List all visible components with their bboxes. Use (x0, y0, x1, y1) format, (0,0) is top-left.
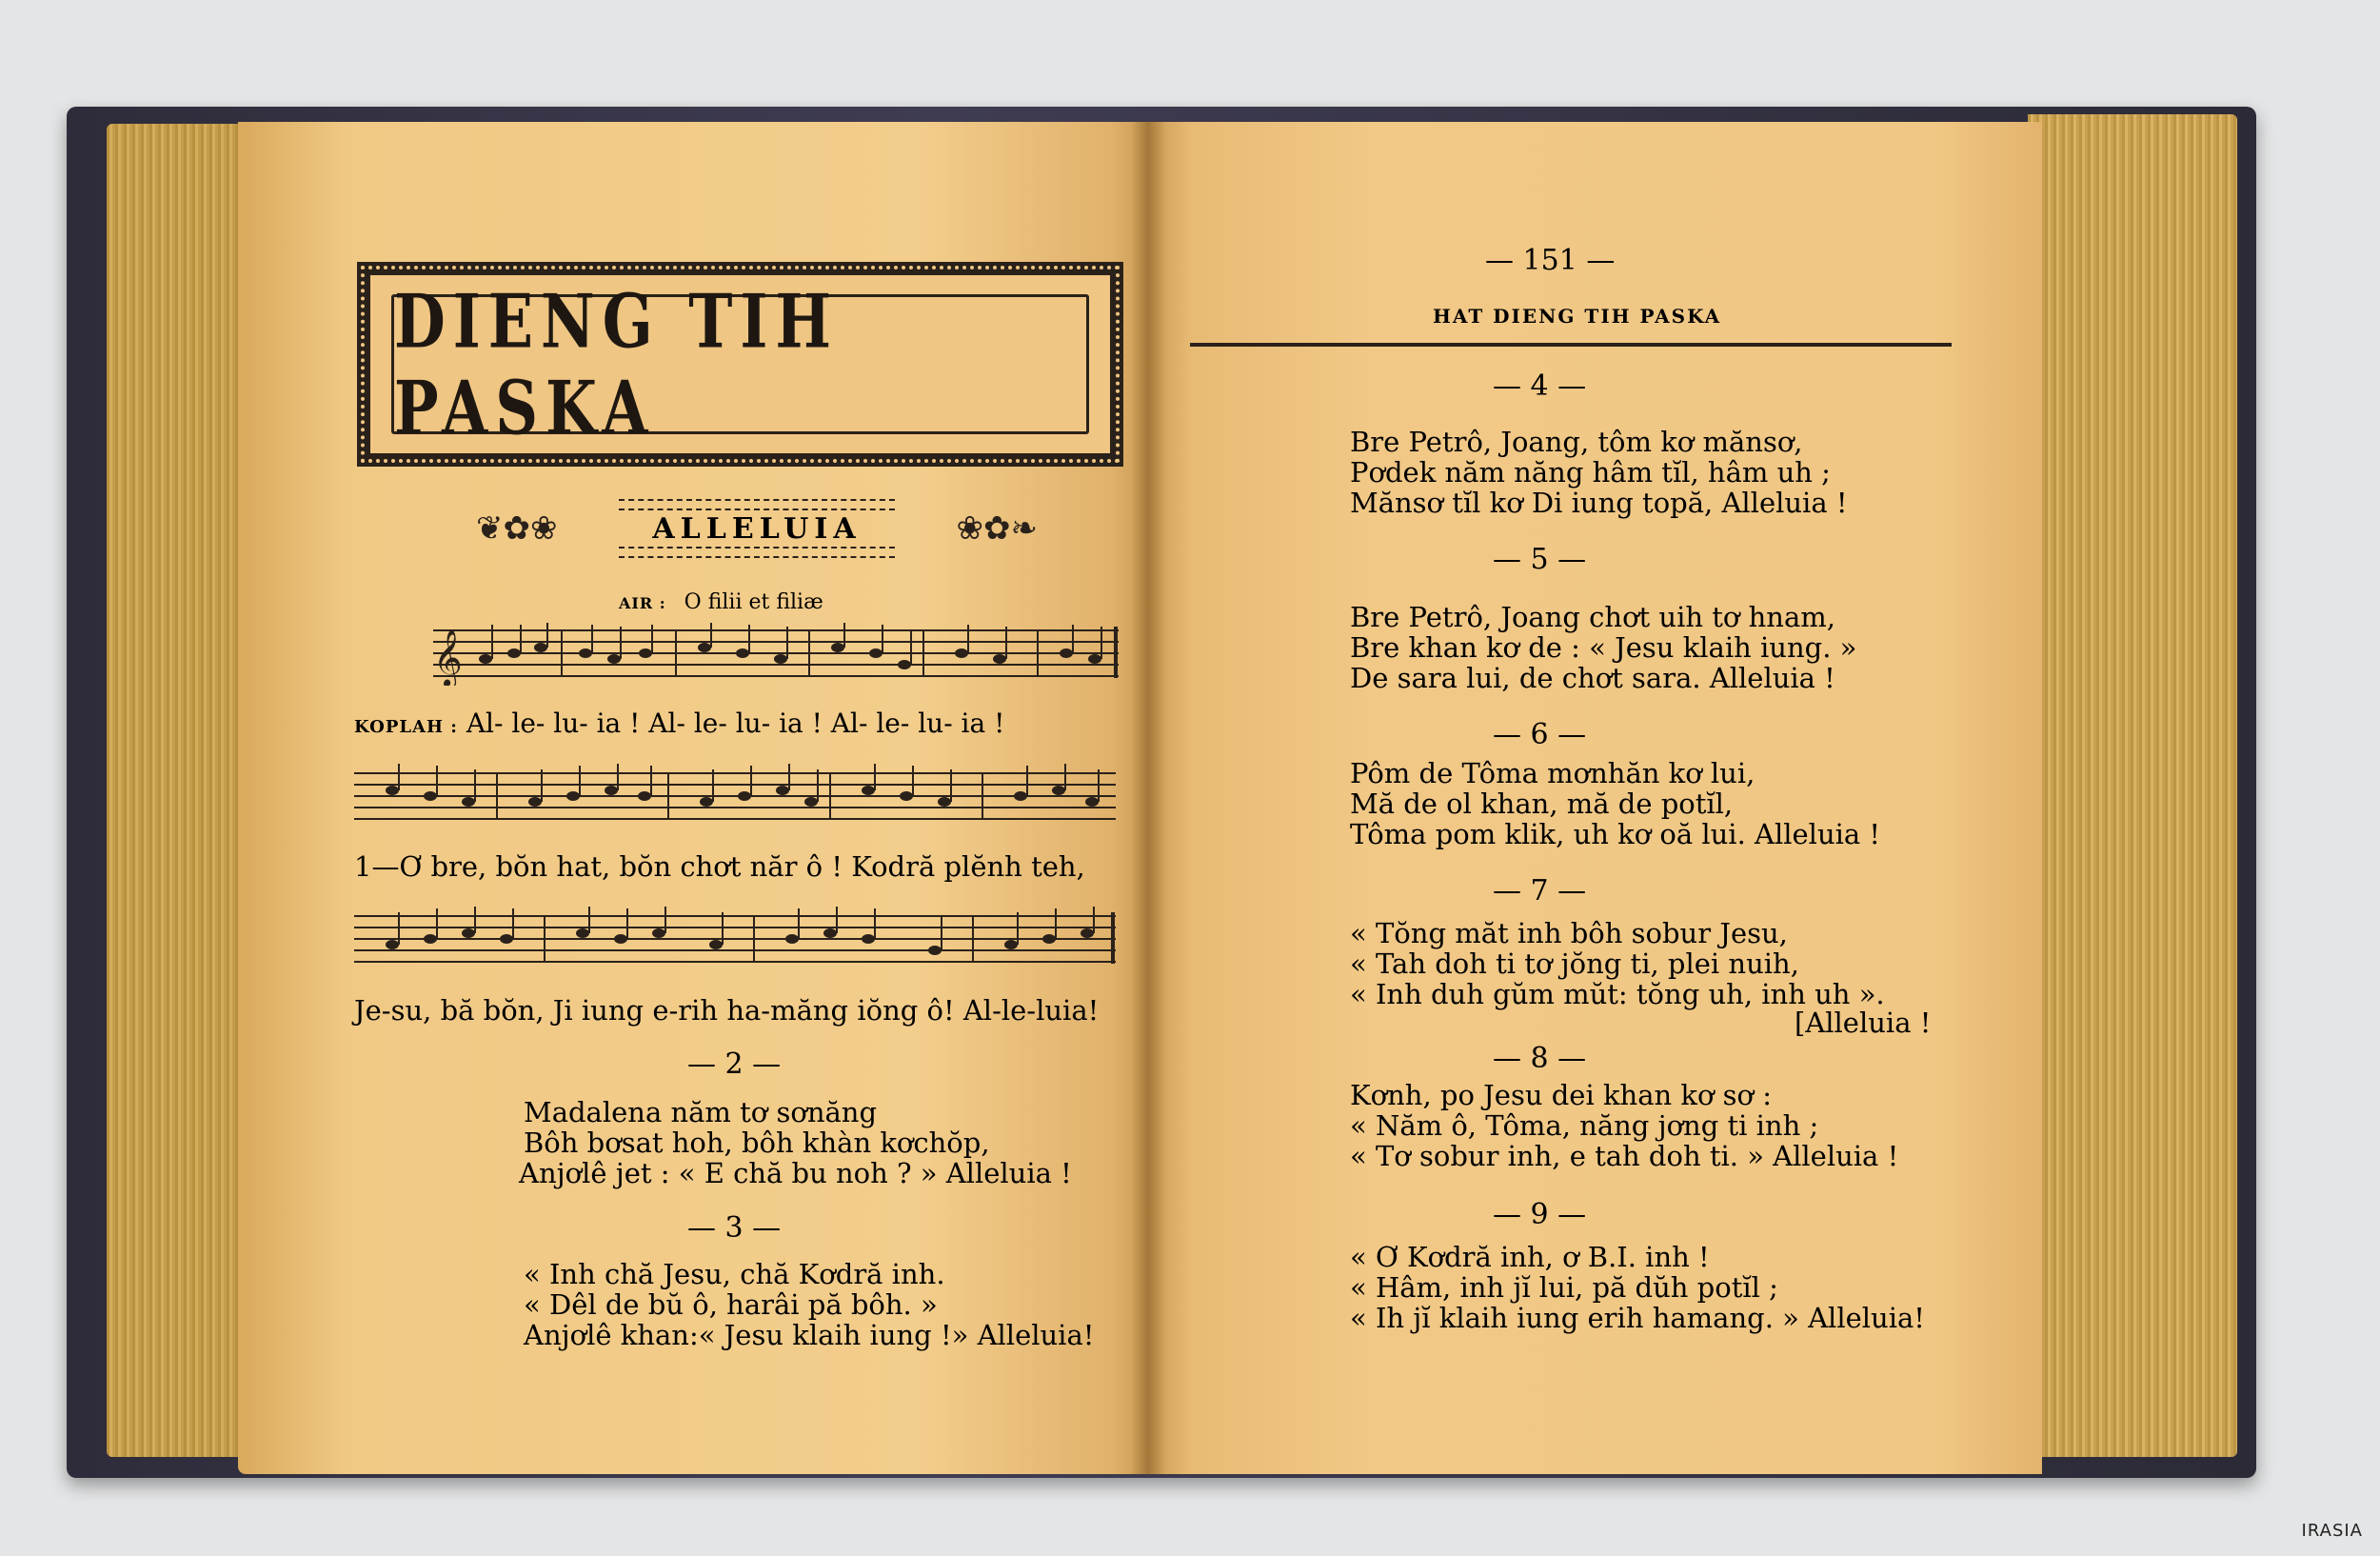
stanza-4-number: — 4 — (1493, 369, 1587, 403)
stanza-5-number: — 5 — (1493, 543, 1587, 576)
page-edges-left (107, 124, 249, 1457)
stanza-3-line-1: « Inh chă Jesu, chă Kơdră inh. (524, 1258, 945, 1290)
air-line (619, 590, 823, 614)
stanza-7-line-2: « Tah doh ti tơ jŏng ti, plei nuih, (1350, 948, 1799, 980)
stanza-8-number: — 8 — (1493, 1042, 1587, 1075)
stanza-9-line-3: « Ih jĭ klaih iung erih hamang. » Alleluia! (1350, 1302, 1925, 1334)
subtitle: ALLELUIA (643, 512, 870, 546)
refrain-text: Al- le- lu- ia ! Al- le- lu- ia ! Al- le- lu- ia ! (466, 708, 1005, 739)
stanza-9-number: — 9 — (1493, 1198, 1587, 1231)
music-staff-2 (354, 762, 1121, 828)
stanza-7-line-1: « Tŏng măt inh bôh sobur Jesu, (1350, 917, 1788, 949)
stanza-2-line-2: Bôh bơsat hoh, bôh khàn kơchŏp, (524, 1127, 990, 1159)
stanza-5-line-1: Bre Petrô, Joang chơt uih tơ hnam, (1350, 601, 1835, 633)
header-rule (1190, 343, 1952, 347)
stanza-2-line-1: Madalena năm tơ sơnăng (524, 1096, 878, 1128)
stanza-3-number: — 3 — (687, 1211, 782, 1245)
page-edges-right (2028, 114, 2237, 1457)
stanza-2-line-3: Anjơlê jet : « E chă bu noh ? » Alleluia ! (519, 1157, 1072, 1189)
watermark: IRASIA (2301, 1521, 2363, 1541)
book-gutter (1131, 122, 1165, 1474)
air-value: O filii et filiæ (684, 590, 823, 614)
treble-clef-icon: 𝄞 (433, 629, 463, 686)
verse-1-line-2: Je-su, bă bŏn, Ji iung e-rih ha-măng iŏng ô! Al-le-luia! (354, 994, 1100, 1027)
title-box (391, 277, 1089, 451)
running-head: HAT DIENG TIH PASKA (1433, 305, 1722, 328)
air-label: AIR : (619, 594, 666, 612)
stanza-7-line-3: « Inh duh gŭm mŭt: tŏng uh, inh uh ». (1350, 978, 1885, 1010)
page-title: DIENG TIH PASKA (394, 277, 839, 451)
stanza-2-number: — 2 — (687, 1047, 782, 1081)
verse-1-line-1: 1—Ơ bre, bŏn hat, bŏn chơt năr ô ! Kodră plĕnh teh, (354, 850, 1085, 883)
refrain-line (354, 708, 1004, 743)
stanza-4-line-3: Mănsơ tĭl kơ Di iung topă, Alleluia ! (1350, 487, 1848, 519)
band-line-top (619, 499, 895, 510)
floral-ornament-right-icon: ❀✿❧ (956, 509, 1038, 548)
refrain-label: KOPLAH : (354, 717, 458, 737)
music-staff-3 (354, 905, 1121, 971)
stanza-4-line-1: Bre Petrô, Joang, tôm kơ mănsơ, (1350, 426, 1803, 458)
stanza-5-line-3: De sara lui, de chơt sara. Alleluia ! (1350, 662, 1835, 694)
music-staff-1 (428, 619, 1123, 686)
subtitle-band (476, 495, 1038, 562)
stanza-4-line-2: Pơdek năm năng hâm tĭl, hâm uh ; (1350, 456, 1831, 489)
page-number: — 151 — (1485, 244, 1616, 277)
stanza-8-line-2: « Năm ô, Tôma, năng jơng ti inh ; (1350, 1109, 1819, 1142)
stanza-6-line-3: Tôma pom klik, uh kơ oă lui. Alleluia ! (1350, 818, 1881, 850)
stanza-6-line-2: Mă de ol khan, mă de potĭl, (1350, 788, 1734, 820)
floral-ornament-left-icon: ❦✿❀ (476, 509, 558, 548)
stanza-7-number: — 7 — (1493, 874, 1587, 908)
stanza-3-line-3: Anjơlê khan:« Jesu klaih iung !» Alleluia! (524, 1319, 1095, 1351)
stanza-8-line-1: Kơnh, po Jesu dei khan kơ sơ : (1350, 1079, 1772, 1111)
stanza-6-line-1: Pôm de Tôma mơnhăn kơ lui, (1350, 757, 1755, 789)
title-ornament-frame (357, 262, 1123, 467)
stanza-9-line-2: « Hâm, inh jĭ lui, pă dŭh potĭl ; (1350, 1271, 1778, 1304)
stanza-9-line-1: « Ơ Kơdră inh, ơ B.I. inh ! (1350, 1241, 1710, 1273)
stanza-5-line-2: Bre khan kơ de : « Jesu klaih iung. » (1350, 631, 1857, 664)
band-line-bottom (619, 547, 895, 558)
stanza-7-tail: [Alleluia ! (1795, 1007, 1932, 1039)
stanza-8-line-3: « Tơ sobur inh, e tah doh ti. » Alleluia ! (1350, 1140, 1899, 1172)
stanza-6-number: — 6 — (1493, 718, 1587, 751)
stanza-3-line-2: « Dêl de bŭ ô, harâi pă bôh. » (524, 1288, 938, 1321)
